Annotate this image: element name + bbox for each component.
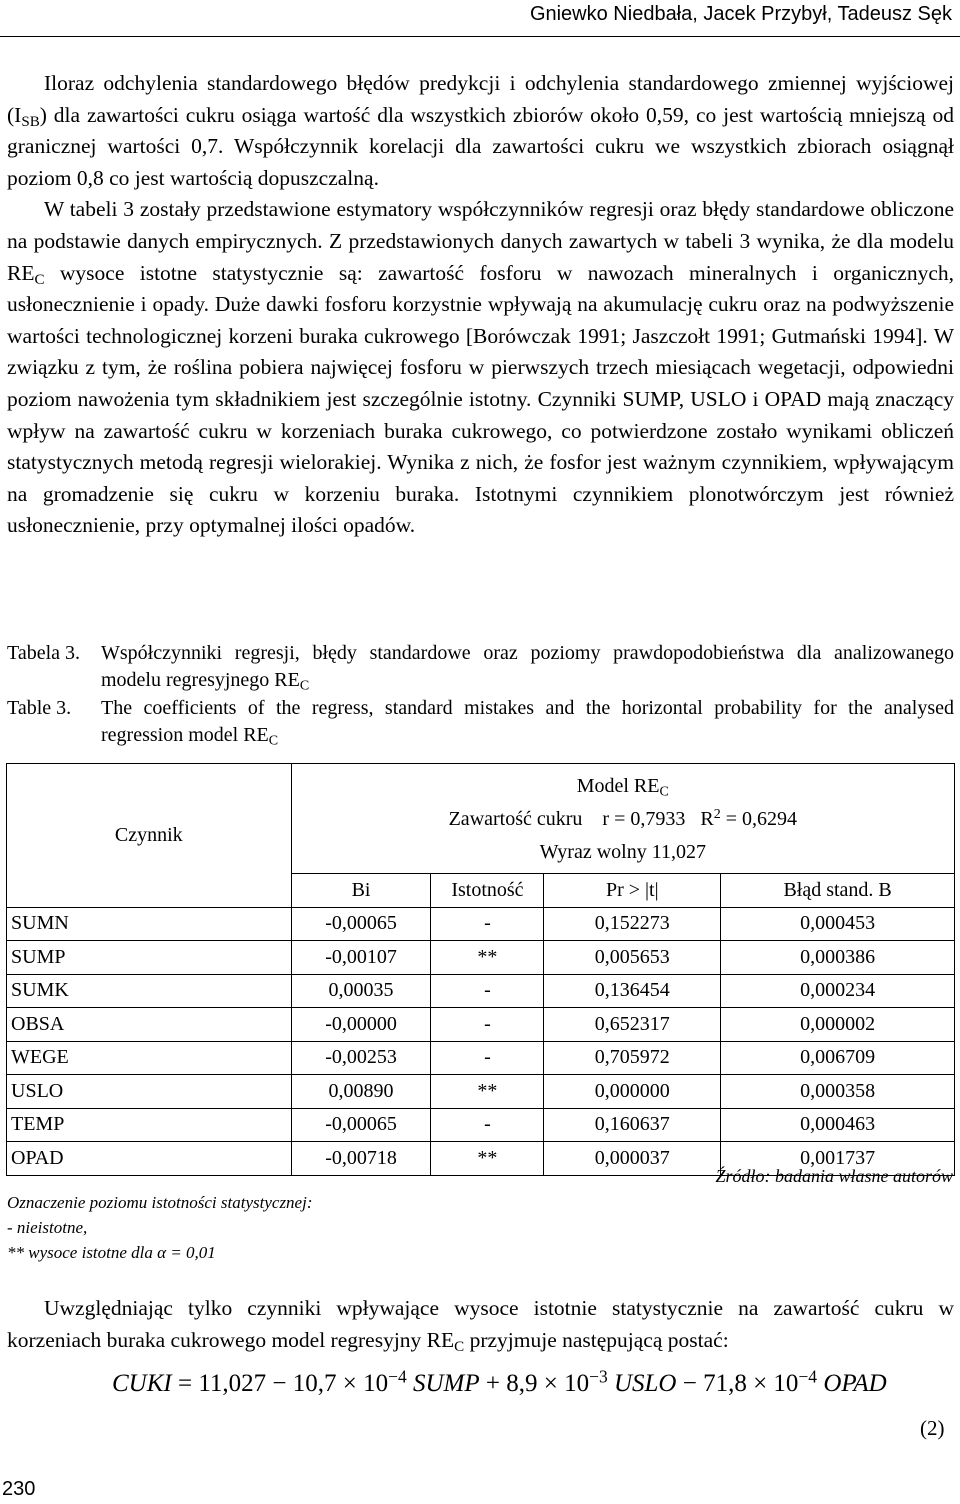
table-row xyxy=(7,974,955,1008)
row-factor: WEGE xyxy=(7,1041,292,1075)
paragraph-1: Iloraz odchylenia standardowego błędów predykcji i odchylenia standardowego zmiennej wyjściowej $(I_{SB})$ dla zawartości cukru osiąga wartość dla wszystkich zbiorów około 0,59, co jest wartością mniejszą od granicznej wartości 0,7. Współczynnik korelacji dla zawartości cukru we wszystkich zbiorach osiągnął poziom 0,8 co jest wartością dopuszczalną. xyxy=(7,71,954,190)
row-significance: ** xyxy=(431,1142,544,1176)
row-factor: TEMP xyxy=(7,1108,292,1142)
factor-header: Czynnik xyxy=(7,764,292,908)
model-fit-stats: Zawartość cukru r = 0,7933 $R^2 = 0,6294$ xyxy=(448,807,797,830)
row-bi: -0,00065 xyxy=(291,907,431,941)
row-factor: SUMP xyxy=(7,941,292,975)
legend-item-highly-significant: ** wysoce istotne dla α = 0,01 xyxy=(7,1243,216,1262)
equation-lhs: CUKI xyxy=(112,1370,172,1397)
significance-legend xyxy=(7,1190,313,1265)
row-std-error: 0,006709 xyxy=(721,1041,955,1075)
table-row xyxy=(7,907,955,941)
row-bi: 0,00890 xyxy=(291,1075,431,1109)
row-bi: 0,00035 xyxy=(291,974,431,1008)
row-factor: OBSA xyxy=(7,1008,292,1042)
legend-item-nonsignificant: - nieistotne, xyxy=(7,1218,88,1237)
col-header-std-error: Błąd stand. B xyxy=(721,874,955,908)
row-significance: - xyxy=(431,907,544,941)
row-bi: -0,00107 xyxy=(291,941,431,975)
table-row xyxy=(7,1108,955,1142)
table-row xyxy=(7,1041,955,1075)
row-pr: 0,000037 xyxy=(544,1142,721,1176)
table-row xyxy=(7,941,955,975)
row-pr: 0,000000 xyxy=(544,1075,721,1109)
table-caption-pl xyxy=(7,640,954,694)
row-significance: - xyxy=(431,1041,544,1075)
row-std-error: 0,000463 xyxy=(721,1108,955,1142)
col-header-significance: Istotność xyxy=(431,874,544,908)
header-authors: Gniewko Niedbała, Jacek Przybył, Tadeusz Sęk xyxy=(529,3,952,25)
legend-title: Oznaczenie poziomu istotności statystycznej: xyxy=(7,1193,313,1212)
row-std-error: 0,001737 xyxy=(721,1142,955,1176)
caption-text-en: The coefficients of the regress, standard mistakes and the horizontal probability for the analysed regression model $RE_C$ xyxy=(101,697,954,749)
row-std-error: 0,000002 xyxy=(721,1008,955,1042)
row-std-error: 0,000234 xyxy=(721,974,955,1008)
row-std-error: 0,000453 xyxy=(721,907,955,941)
col-header-bi: Bi xyxy=(291,874,431,908)
col-header-pr: Pr > |t| xyxy=(544,874,721,908)
row-pr: 0,005653 xyxy=(544,941,721,975)
closing-paragraph: Uwzględniając tylko czynniki wpływające wysoce istotnie statystycznie na zawartość cukru w korzeniach buraka cukrowego model regresyjny $RE_C$ przyjmuje następującą postać: xyxy=(7,1296,954,1355)
row-std-error: 0,000386 xyxy=(721,941,955,975)
running-header xyxy=(0,0,960,37)
model-label: Model $RE_C$ xyxy=(576,775,669,800)
intercept-value: Wyraz wolny 11,027 xyxy=(539,841,706,863)
row-significance: ** xyxy=(431,1075,544,1109)
table-row xyxy=(7,1075,955,1109)
regression-table xyxy=(6,763,955,1176)
row-std-error: 0,000358 xyxy=(721,1075,955,1109)
row-pr: 0,705972 xyxy=(544,1041,721,1075)
row-significance: ** xyxy=(431,941,544,975)
page-number: 230 xyxy=(2,1478,36,1500)
row-factor: SUMN xyxy=(7,907,292,941)
row-pr: 0,136454 xyxy=(544,974,721,1008)
row-bi: -0,00065 xyxy=(291,1108,431,1142)
row-factor: SUMK xyxy=(7,974,292,1008)
table-row xyxy=(7,1008,955,1042)
regression-equation: CUKI = $11,027 - 10,7 \times 10^{-4}$ SUMP + $8,9 \times 10^{-3}$ USLO − $71,8 \times 10^{-4}$ OPAD xyxy=(112,1366,887,1397)
row-pr: 0,152273 xyxy=(544,907,721,941)
row-factor: OPAD xyxy=(7,1142,292,1176)
row-bi: -0,00000 xyxy=(291,1008,431,1042)
row-factor: USLO xyxy=(7,1075,292,1109)
row-bi: -0,00718 xyxy=(291,1142,431,1176)
table-caption-en xyxy=(7,695,954,749)
model-header xyxy=(291,764,954,874)
paragraph-2: W tabeli 3 zostały przedstawione estymatory współczynników regresji oraz błędy standardowe obliczone na podstawie danych empirycznych. Z przedstawionych danych zawartych w tabeli 3 wynika, że dla modelu $RE_C$ wysoce istotne statystycznie są: zawartość fosforu w nawozach mineralnych i organicznych, usłonecznienie i opady. Duże dawki fosforu korzystnie wpływają na akumulację cukru oraz na podwyższenie wartości technologicznej korzeni buraka cukrowego [Borówczak 1991; Jaszczołt 1991; Gutmański 1994]. W związku z tym, że roślina pobiera najwięcej fosforu w pierwszych trzech miesiącach wegetacji, odpowiedni poziom nawożenia tym składnikiem jest szczególnie istotny. Czynniki SUMP, USLO i OPAD mają znaczący wpływ na zawartość cukru w korzeniach buraka cukrowego, co potwierdzone zostało wynikami obliczeń statystycznych metodą regresji wielorakiej. Wynika z nich, że fosfor jest ważnym czynnikiem, wpływającym na gromadzenie się cukru w korzeniu buraka. Istotnymi czynnikiem plonotwórczym jest również usłonecznienie, przy optymalnej ilości opadów. xyxy=(7,197,954,538)
table-header-row xyxy=(7,764,955,874)
caption-label-en: Table 3. xyxy=(7,697,72,719)
body-text xyxy=(7,68,954,542)
table-source: Źródło: badania własne autorów xyxy=(715,1166,953,1186)
row-pr: 0,160637 xyxy=(544,1108,721,1142)
row-significance: - xyxy=(431,974,544,1008)
row-significance: - xyxy=(431,1108,544,1142)
row-significance: - xyxy=(431,1008,544,1042)
caption-label-pl: Tabela 3. xyxy=(7,642,81,664)
row-bi: -0,00253 xyxy=(291,1041,431,1075)
caption-text-pl: Współczynniki regresji, błędy standardowe oraz poziomy prawdopodobieństwa dla analizowanego modelu regresyjnego $RE_C$ xyxy=(101,642,954,694)
row-pr: 0,652317 xyxy=(544,1008,721,1042)
equation-number: (2) xyxy=(920,1416,945,1440)
